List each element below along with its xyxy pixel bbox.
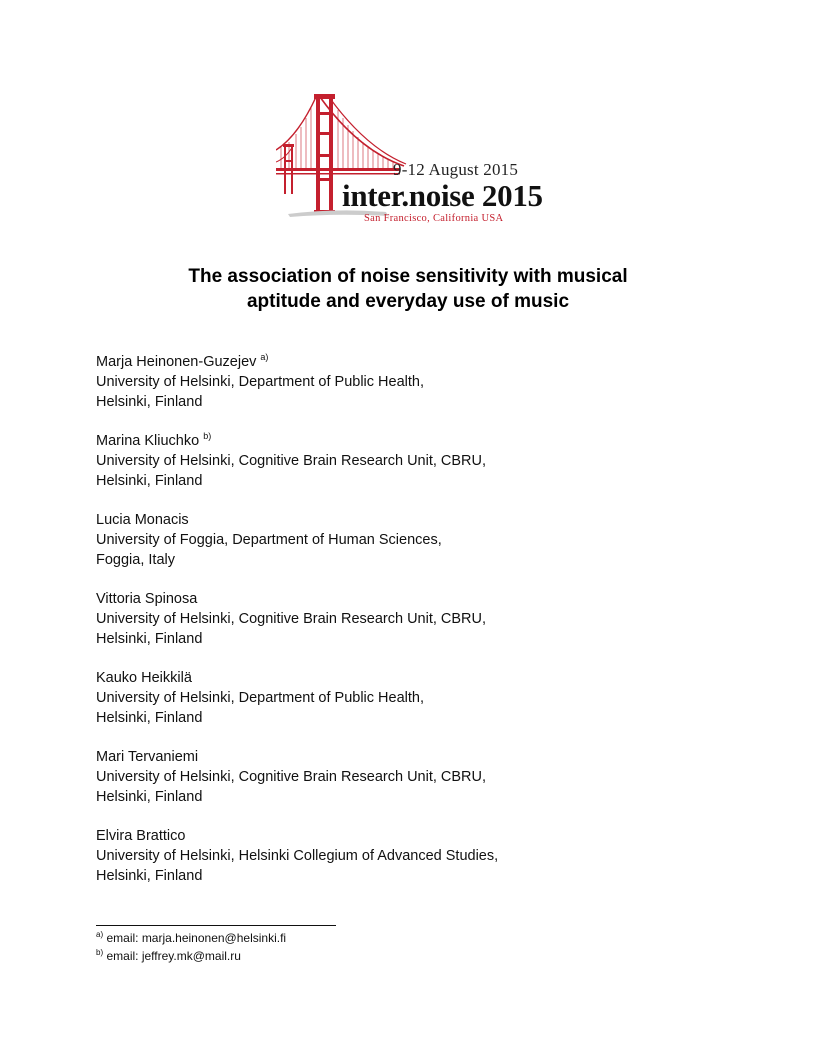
footnote [96, 947, 286, 965]
author-affiliation: University of Foggia, Department of Human Sciences, [96, 532, 442, 548]
author-block [96, 747, 716, 807]
footnote-mark: a) [96, 930, 104, 939]
author-name: Elvira Brattico [96, 828, 186, 844]
title-line-2: aptitude and everyday use of music [246, 291, 570, 312]
author-name: Vittoria Spinosa [96, 591, 198, 607]
author-location: Helsinki, Finland [96, 710, 203, 726]
footnote [96, 929, 286, 947]
author-block [96, 668, 716, 728]
author-block [96, 431, 716, 491]
paper-title [96, 264, 720, 314]
author-location: Helsinki, Finland [96, 789, 203, 805]
author-location: Helsinki, Finland [96, 473, 203, 489]
footnote-mark: b) [203, 431, 212, 441]
footnote-email: email: jeffrey.mk@mail.ru [106, 949, 241, 963]
author-block [96, 589, 716, 649]
conference-logo [276, 92, 546, 228]
footnote-mark: b) [96, 948, 104, 957]
conference-date: 9-12 August 2015 [393, 160, 519, 179]
author-affiliation: University of Helsinki, Cognitive Brain Research Unit, CBRU, [96, 453, 487, 469]
author-name: Lucia Monacis [96, 512, 189, 528]
author-affiliation: University of Helsinki, Department of Public Health, [96, 374, 424, 390]
author-name-line [96, 352, 716, 372]
conference-name: inter.noise 2015 [342, 178, 543, 213]
author-block [96, 510, 716, 570]
author-affiliation: University of Helsinki, Department of Public Health, [96, 690, 424, 706]
author-name: Kauko Heikkilä [96, 670, 192, 686]
author-list [96, 352, 716, 905]
author-affiliation: University of Helsinki, Helsinki Collegium of Advanced Studies, [96, 848, 499, 864]
author-location: Helsinki, Finland [96, 868, 203, 884]
author-affiliation: University of Helsinki, Cognitive Brain Research Unit, CBRU, [96, 769, 487, 785]
author-block [96, 826, 716, 886]
author-location: Foggia, Italy [96, 552, 175, 568]
author-name-line [96, 431, 716, 451]
title-line-1: The association of noise sensitivity with musical [188, 266, 628, 287]
footnote-mark: a) [260, 352, 269, 362]
footnotes [96, 929, 286, 965]
conference-location: San Francisco, California USA [364, 213, 504, 224]
author-block [96, 352, 716, 412]
footnote-divider [96, 925, 336, 926]
author-name: Marina Kliuchko [96, 433, 200, 449]
footnote-email: email: marja.heinonen@helsinki.fi [106, 931, 287, 945]
author-name: Mari Tervaniemi [96, 749, 199, 765]
author-name: Marja Heinonen-Guzejev [96, 354, 257, 370]
author-location: Helsinki, Finland [96, 394, 203, 410]
author-location: Helsinki, Finland [96, 631, 203, 647]
author-affiliation: University of Helsinki, Cognitive Brain Research Unit, CBRU, [96, 611, 487, 627]
